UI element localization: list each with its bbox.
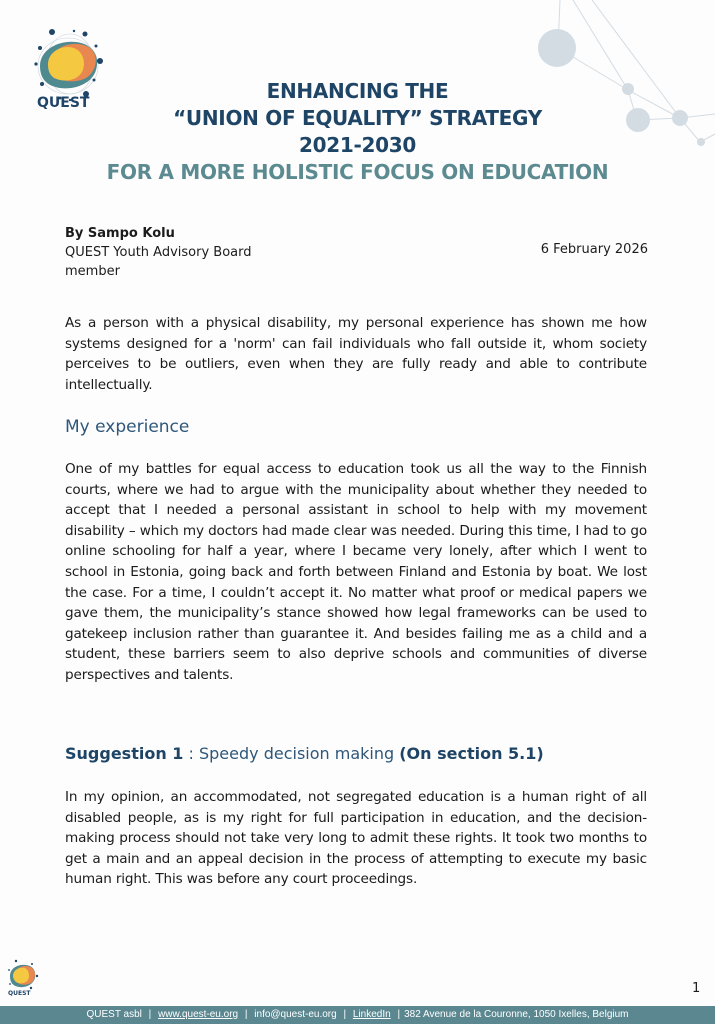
logo-text: QUEST xyxy=(37,95,90,111)
intro-paragraph: As a person with a physical disability, my personal experience has shown me how systems designed for a 'norm' can fail individuals who fall outside it, whom society perceives to be outliers, even when they are fully ready and able to contribute intellectually. xyxy=(65,315,647,393)
publish-date: 6 February 2026 xyxy=(540,242,648,257)
title-subtitle: FOR A MORE HOLISTIC FOCUS ON EDUCATION xyxy=(106,160,609,184)
footer-separator: | xyxy=(343,1009,347,1020)
footer-org: QUEST asbl xyxy=(86,1009,142,1020)
byline xyxy=(65,224,650,281)
section-reference: (On section 5.1) xyxy=(399,744,544,763)
title-line-1: ENHANCING THE xyxy=(266,79,449,103)
heading-separator: : xyxy=(183,744,199,763)
page-number: 1 xyxy=(692,981,701,996)
title-line-3: 2021-2030 xyxy=(299,133,416,157)
footer-logo-text: QUEST xyxy=(8,990,31,997)
suggestion-paragraph: In my opinion, an accommodated, not segregated education is a human right of all disabled people, as is my right for full participation in education, and the decision-making process should not take very long to admit these rights. It took two months to get a main and an appeal decision in the process of attempting to execute my basic human right. This was before any court proceedings. xyxy=(65,789,647,888)
footer-separator: | xyxy=(244,1009,248,1020)
footer-bar xyxy=(0,1006,715,1024)
footer-linkedin-link[interactable]: LinkedIn xyxy=(352,1009,391,1020)
section-heading-suggestion-1 xyxy=(65,743,544,765)
title-line-2: “UNION OF EQUALITY” STRATEGY xyxy=(173,106,542,130)
suggestion-label: Suggestion 1 xyxy=(65,744,184,763)
footer-address: 382 Avenue de la Couronne, 1050 Ixelles, Belgium xyxy=(404,1009,629,1020)
footer-separator: | xyxy=(397,1009,401,1020)
footer-website-link[interactable]: www.quest-eu.org xyxy=(158,1009,239,1020)
author-role: QUEST Youth Advisory Board member xyxy=(65,245,252,279)
experience-paragraph: One of my battles for equal access to education took us all the way to the Finnish courts, where we had to argue with the municipality about whether they needed to accept that I needed a personal assistant in school to help with my movement disability – which my doctors had made clear was needed. During this time, I had to go online schooling for half a year, where I became very lonely, after which I went to school in Estonia, going back and forth between Finland and Estonia by boat. We lost the case. For a time, I couldn’t accept it. No matter what proof or medical papers we gave them, the municipality’s stance showed how legal frameworks can be used to gatekeep inclusion rather than guarantee it. And besides failing me as a child and a student, these barriers seem to also deprive schools and communities of diverse perspectives and talents. xyxy=(65,461,647,683)
suggestion-title: Speedy decision making xyxy=(198,744,400,763)
document-title xyxy=(0,78,715,186)
author-name: By Sampo Kolu xyxy=(65,226,175,241)
footer-email[interactable]: info@quest-eu.org xyxy=(254,1009,337,1020)
footer-separator: | xyxy=(148,1009,152,1020)
section-heading-my-experience: My experience xyxy=(65,417,190,437)
